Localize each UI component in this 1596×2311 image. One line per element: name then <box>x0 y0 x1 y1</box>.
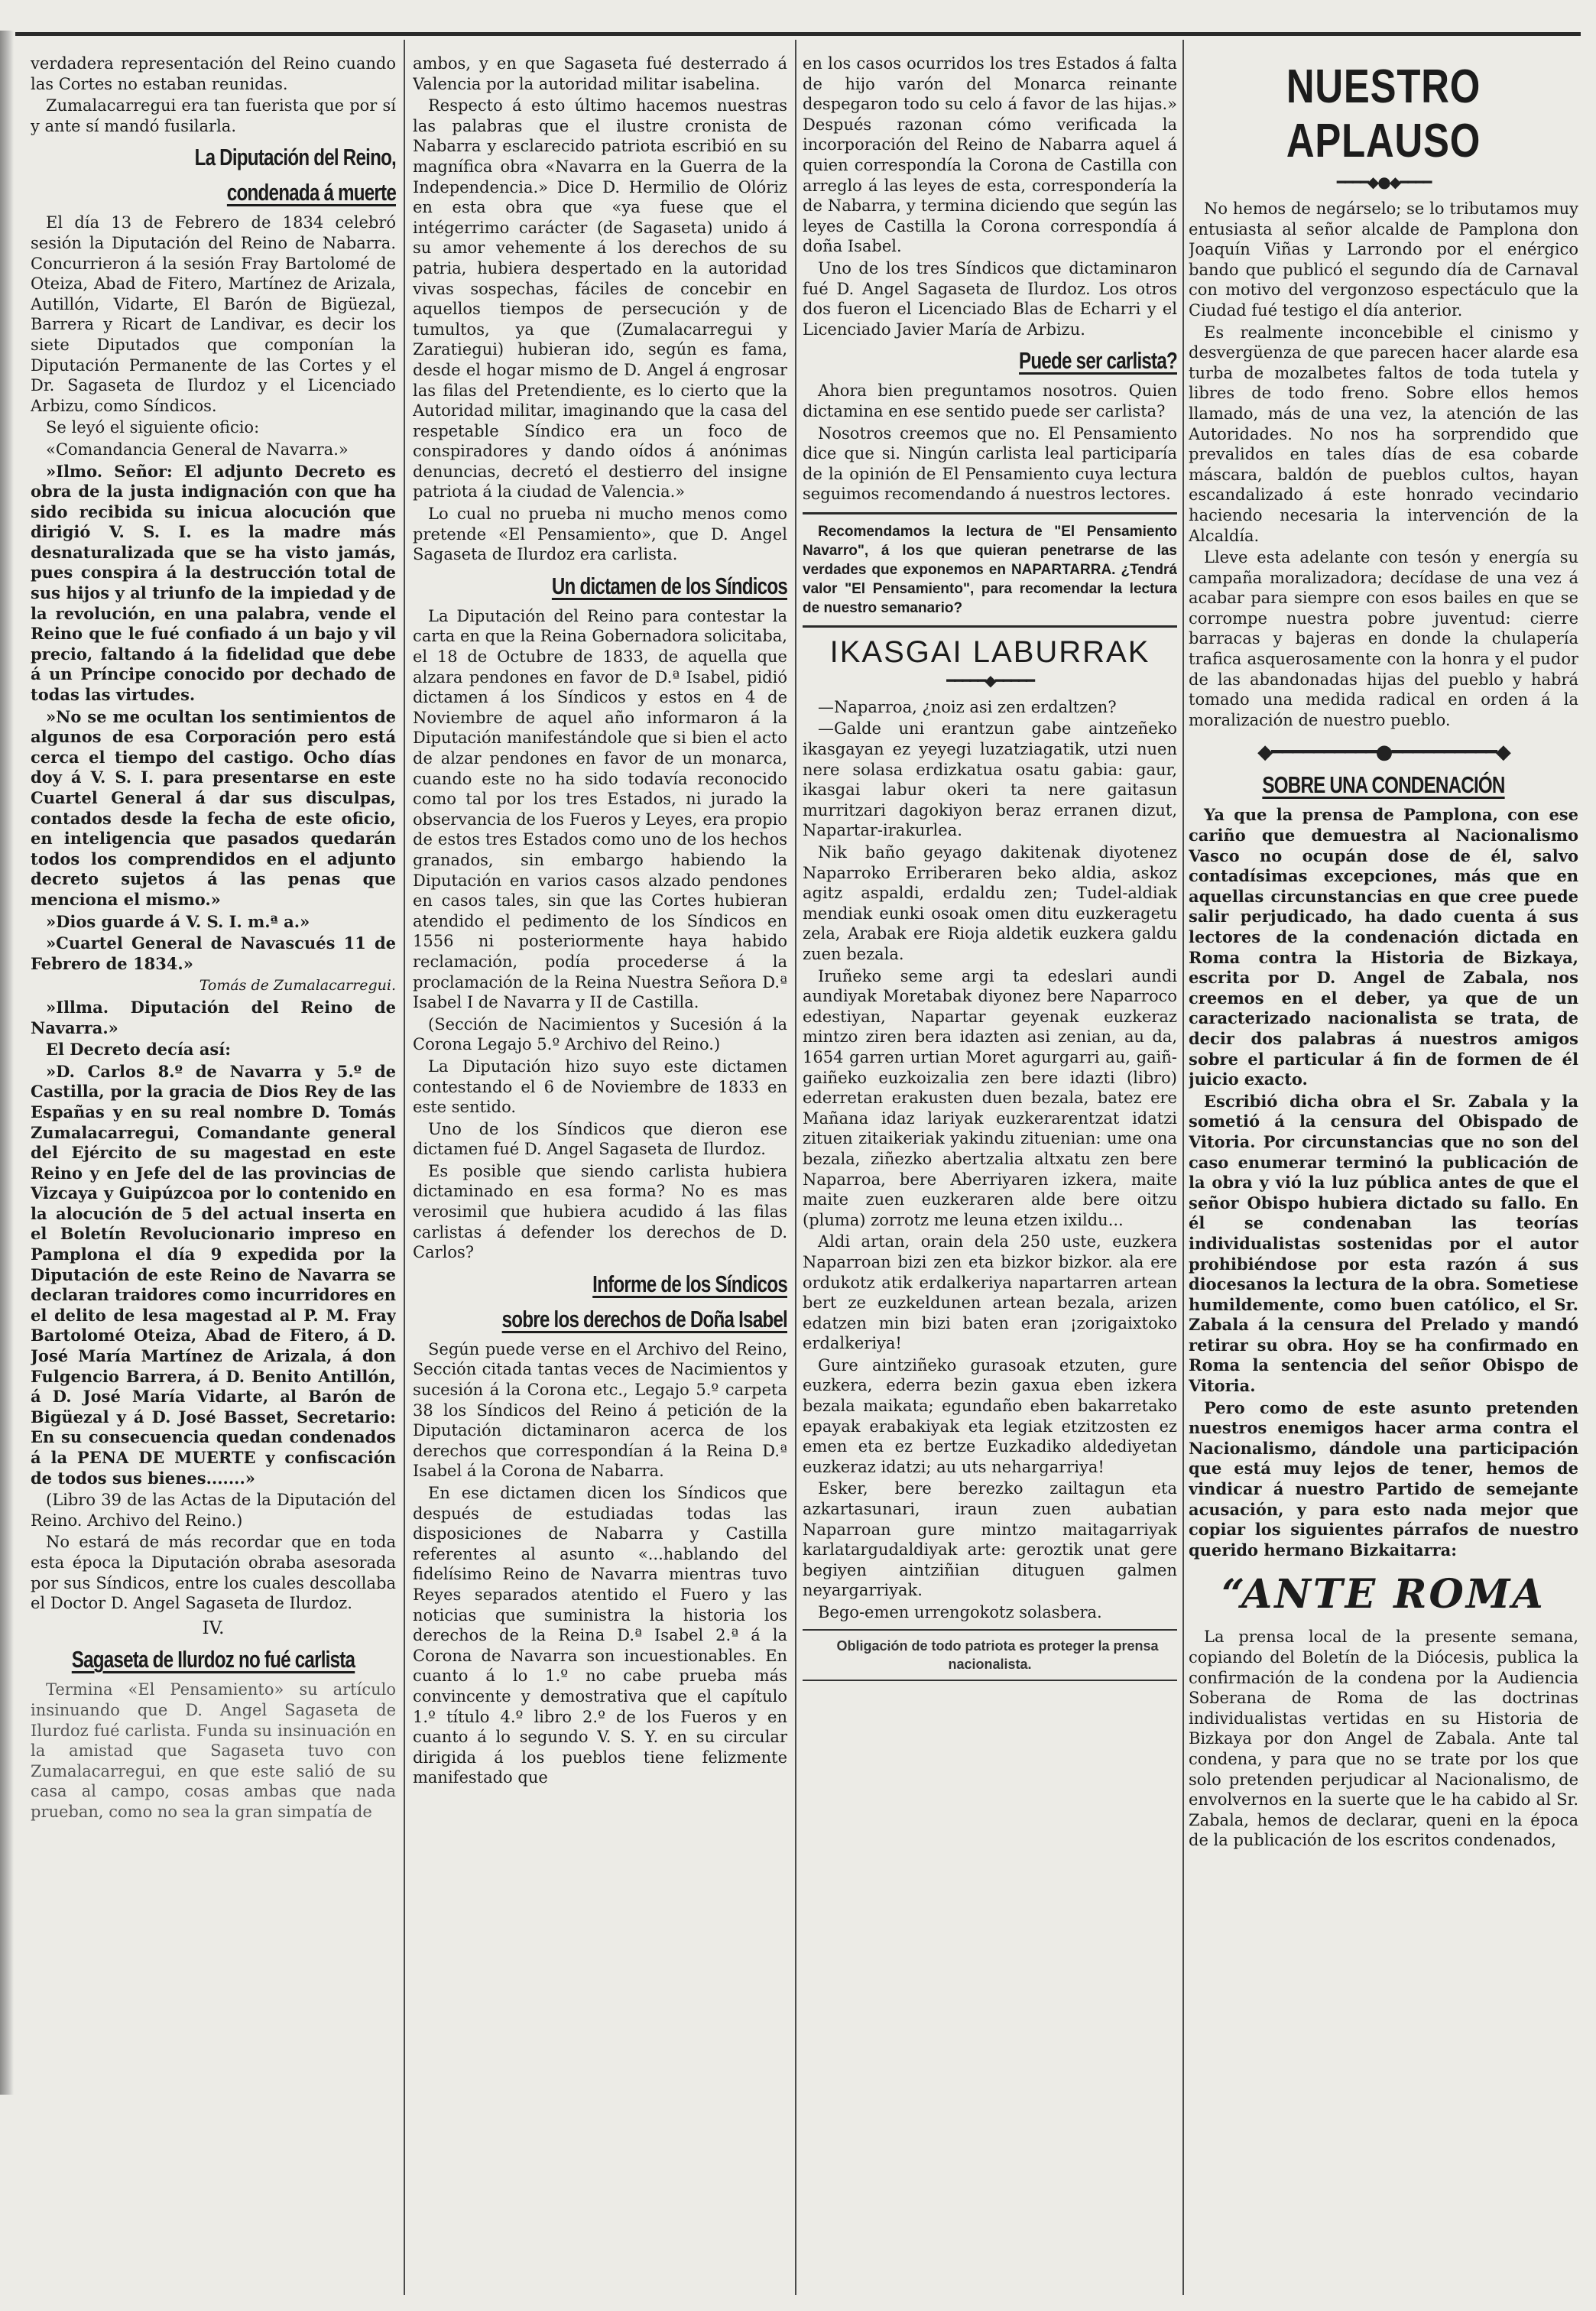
section-number: IV. <box>202 1618 225 1638</box>
paragraph: La prensa local de la presente semana, copiando del Boletín de la Diócesis, publica la confirmación de la condena por la Audiencia Soberana de Roma de las doctrinas individualistas vertidas en su Historia de Bizkaya por don Angel de Zabala. Ante tal condena, y para que no se trate por los que solo pretenden perjudicar al Nacionalismo, de envolvernos en la suerte que le ha cabido al Sr. Zabala, hemos de declarar, queni en la época de la publicación de los escritos condenados, <box>1189 1628 1578 1850</box>
headline-sagaseta: Sagaseta de Ilurdoz no fué carlista <box>71 1646 355 1673</box>
column-1 <box>31 54 396 2297</box>
headline-ante-roma: “ANTE ROMA <box>1221 1571 1546 1618</box>
headline-carlista: Puede ser carlista? <box>1019 347 1177 375</box>
paragraph: verdadera representación del Reino cuando las Cortes no estaban reunidas. <box>31 54 396 93</box>
paragraph: Es realmente inconcebible el cinismo y desvergüenza de que parecen hacer alarde esa turba de mozalbetes faltos de toda tutela y libres de todo freno. Sobre ellos hemos llamado, más de una vez, la atención de las Autoridades. No nos ha sorprendido que prevalidos en tales días de esa cobarde máscara, baldón de pueblos cultos, hayan escandalizado á este honrado vecindario haciendo necesaria la intervención de la Alcaldía. <box>1189 323 1578 545</box>
paragraph: Esker, bere berezko zailtagun eta azkartasunari, iraun zuen aubatian Naparroan gure mintzo maitagarriyak karlatargudaldiyak arte: geroztik unat gere begiyen aintziñian dituguen galmen neyargarriyak. <box>803 1479 1177 1600</box>
headline-aplauso: NUESTRO APLAUSO <box>1286 60 1481 167</box>
paragraph: Pero como de este asunto pretenden nuestros enemigos hacer arma contra el Nacionalismo, dándole una participación que está muy lejos de tener, hemos de vindicar á nuestro Partido de semejante acusación, y para esto nada mejor que copiar los siguientes párrafos de nuestro querido hermano Bizkaitarra: <box>1189 1397 1578 1560</box>
notice-obligacion: Obligación de todo patriota es proteger la prensa nacionalista. <box>836 1637 1159 1672</box>
paragraph: Ya que la prensa de Pamplona, con ese cariño que demuestra al Nacionalismo Vasco no ocupán dose de él, salvo contadísimas excepciones, más que en aquellas circunstancias en que cree puede salir perjudicado, ha dado cuenta á sus lectores de la condenación dictada en Roma contra la Historia de Bizkaya, escrita por D. Angel de Zabala, nos creemos en el deber, ya que de un caracterizado nacionalista se trata, de decir dos palabras á nuestros amigos sobre el particular á fin de formen de él juicio exacto. <box>1189 805 1578 1089</box>
page-top-rule <box>15 32 1581 36</box>
paragraph: Nik baño geyago dakitenak diyotenez Naparroko Erriberaren beko aldia, askoz agitz aspaldi, erdaldu zen; Tudel-aldiak mendiak eunki osoak omen ditu euzkeragetu zela, Arabak ere Rioja aldetik euzkera galdu zuen bezala. <box>803 843 1177 963</box>
paragraph: La Diputación hizo suyo este dictamen contestando el 6 de Noviembre de 1833 en este sentido. <box>413 1057 787 1117</box>
paragraph: La Diputación del Reino para contestar la carta en que la Reina Gobernadora solicitaba, el 18 de Octubre de 1833, de aquella que alzara pendones en favor de D.ª Isabel, pidió dictamen á los Síndicos y estos en 4 de Noviembre de aquel año informaron á la Diputación manifestándole que si bien el acto de alzar pendones en favor de un monarca, cuando este no ha sido todavía reconocido como tal por los tres Estados, ni jurado la observancia de los Fueros y Leyes, era propio de estos tres Estados como uno de los hechos granados, sin embargo habiendo la Diputación en varios casos alzado pendones en casos tales, sin que las Cortes hubieran atendido el pedimento de los Síndicos en 1556 ni posteriormente haya habido reclamación, podía procederse á la proclamación de la Reina Nuestra Señora D.ª Isabel I de Navarra y II de Castilla. <box>413 606 787 1012</box>
paragraph: —Naparroa, ¿noiz asi zen erdaltzen? <box>818 697 1117 716</box>
paragraph: »Dios guarde á V. S. I. m.ª a.» <box>46 911 310 931</box>
divider <box>803 1680 1177 1681</box>
paragraph: No estará de más recordar que en toda esta época la Diputación obraba asesorada por sus Síndicos, entre los cuales descollaba el Doctor D. Angel Sagaseta de Ilurdoz. <box>31 1533 396 1613</box>
ornament-divider: ━━━━◆●◆━━━━ <box>1336 173 1431 191</box>
headline-derechos: sobre los derechos de Doña Isabel <box>501 1305 787 1332</box>
paragraph: ambos, y en que Sagaseta fué desterrado á Valencia por la autoridad militar isabelina. <box>413 54 787 93</box>
headline-diputacion: La Diputación del Reino, <box>194 144 396 171</box>
paragraph: Uno de los tres Síndicos que dictaminaron fué D. Angel Sagaseta de Ilurdoz. Los otros dos fueron el Licenciado Blas de Echarri y el Licenciado Javier María de Arbizu. <box>803 258 1177 339</box>
paragraph: Aldi artan, orain dela 250 uste, euzkera Naparroan bizi zen eta bizkor bizkor. ala ere ordukotz atik erdalkeriya napartarren artean bert ze euzkeldunen artean bezala, arizen edatzen min bizi baten eran ¡zorigaixtoko erdalkeriya! <box>803 1232 1177 1353</box>
headline-ikasgai: IKASGAI LABURRAK <box>829 635 1150 669</box>
divider <box>803 512 1177 514</box>
divider <box>803 1629 1177 1631</box>
column-2 <box>413 54 787 2297</box>
paragraph: (Libro 39 de las Actas de la Diputación del Reino. Archivo del Reino.) <box>31 1491 396 1530</box>
headline-condenada: condenada á muerte <box>226 179 396 206</box>
paragraph: Lleve esta adelante con tesón y energía su campaña moralizadora; decídase de una vez á acabar para siempre con esos bailes en que se corrompe nuestra pobre juventud: cierre barracas y bajeras en donde la chulapería trafica asquerosamente con la honra y el pudor de las abandonadas hijas del pueblo y habrá tomado una medida radical en orden á la moralización de nuestro pueblo. <box>1189 548 1578 729</box>
column-rule <box>795 40 796 2295</box>
paragraph: Escribió dicha obra el Sr. Zabala y la sometió á la censura del Obispado de Vitoria. Por circunstancias que no son del caso enumerar terminó la publicación de la obra y vió la luz pública antes de que el señor Obispo hubiera dictado su fallo. En él se condenaban las teorías individualistas sostenidas por el autor prohibiéndose por esta razón á sus diocesanos la lectura de la obra. Sometiese humildemente, como buen católico, el Sr. Zabala á la censura del Prelado y mandó retirar su obra. Hoy se ha confirmado en Roma la sentencia del señor Obispo de Vitoria. <box>1189 1091 1578 1396</box>
paragraph: Nosotros creemos que no. El Pensamiento dice que si. Ningún carlista leal participaría de la opinión de El Pensamiento cuya lectura seguimos recomendando á nuestros lectores. <box>803 424 1177 504</box>
paragraph: El Decreto decía así: <box>46 1040 231 1060</box>
paragraph: Gure aintziñeko gurasoak etzuten, gure euzkera, ederra bezin gaxua eben izkera bezala maikata; egundaño eben bakarretako epayak erabakiyak eta legiak etzitzosten ez emen eta ez bertze Euzkadiko aldediyetan euzkeraz idatzi; au uts nehargarriya! <box>803 1355 1177 1476</box>
paragraph: Zumalacarregui era tan fuerista que por sí y ante sí mandó fusilarla. <box>31 96 396 135</box>
paragraph: Lo cual no prueba ni mucho menos como pretende «El Pensamiento», que D. Angel Sagaseta de Ilurdoz era carlista. <box>413 505 787 564</box>
paragraph: Respecto á esto último hacemos nuestras las palabras que el ilustre cronista de Nabarra y esclarecido patriota escribió en su magnífica obra «Navarra en la Guerra de la Independencia.» Dice D. Hermilio de Olóriz en esta obra que «ya fuese que el intégerrimo carácter (de Sagaseta) unido á su amor vehemente á los derechos de su patria, hubiera despertado en la autoridad vivas sospechas, fáciles de concebir en aquellos tiempos de persecución y de tumultos, ya que (Zumalacarregui y Zaratiegui) hubieran ido, según es fama, desde el hogar mismo de D. Angel á engrosar las filas del Pretendiente, es lo cierto que la Autoridad militar, imaginando que la casa del respetable Síndico era un foco de conspiradores y dando oídos á anónimas denuncias, decretó el destierro del insigne patriota á la ciudad de Valencia.» <box>413 96 787 501</box>
paragraph: —Galde uni erantzun gabe aintzeñeko ikasgayan ez yeyegi luzatziagatik, utzi nuen nere solasa erdizkatua osatu gabia: gaur, ikasgai labur okeri ta nere gaitasun murritzari dagokiyon beraz erranen dizut, Napartar-irakurlea. <box>803 719 1177 840</box>
paragraph: »Illma. Diputación del Reino de Navarra.» <box>31 997 396 1037</box>
ornament-divider: ━━━━━◆━━━━━ <box>946 670 1033 690</box>
paragraph: Iruñeko seme argi ta edeslari aundi aundiyak Moretabak diyonez bere Naparroco edestiyan, Napartar geyenak euzkeraz mintzo ziren bera idazten asi zenian, au da, 1654 garren urtian Moret agurgarri au, gaiñ-gaiñeko euzkoizalia zen bere idazti (libro) ederretan erakusten duen bezala, batez ere Mañana idaz lariyak euzkerarentzat idatzi zituen zitaikeriak yakindu zituenian: ume ona bezala, ziñezko abertzalia altxatu zen bere Naparroa, bere Aberriyaren izkera, maite maite zuen euzkeraren alde bere oitzu (pluma) zorrotz me leuna etzen ixildu... <box>803 966 1177 1229</box>
paragraph: »No se me ocultan los sentimientos de algunos de esa Corporación pero está cerca el tiempo del castigo. Ocho días doy á V. S. I. para presentarse en este Cuartel General á dar sus disculpas, contados desde la fecha de este oficio, en inteligencia que pasados quedarán todos los comprendidos en el adjunto decreto sujetos á las penas que menciona el mismo.» <box>31 706 396 909</box>
column-4 <box>1189 54 1578 2297</box>
ornament-divider: ◆━━━━━━━━━━●━━━━━━━━━━◆ <box>1257 741 1510 764</box>
headline-condenacion: SOBRE UNA CONDENACIÓN <box>1262 771 1505 799</box>
page-binding-edge <box>0 31 14 2095</box>
divider <box>803 625 1177 628</box>
signature: Tomás de Zumalacarregui. <box>199 977 396 995</box>
paragraph: »Cuartel General de Navascués 11 de Febrero de 1834.» <box>31 933 396 973</box>
paragraph: «Comandancia General de Navarra.» <box>46 440 349 459</box>
paragraph: Se leyó el siguiente oficio: <box>46 418 260 437</box>
headline-informe: Informe de los Síndicos <box>592 1270 787 1297</box>
column-3 <box>803 54 1177 2297</box>
paragraph: (Sección de Nacimientos y Sucesión á la Corona Legajo 5.º Archivo del Reino.) <box>413 1014 787 1054</box>
paragraph: Termina «El Pensamiento» su artículo insinuando que D. Angel Sagaseta de Ilurdoz fué carlista. Funda su insinuación en la amistad que Sagaseta tuvo con Zumalacarregui, en que este salió de su casa al campo, cosas ambas que nada prueban, como no sea la gran simpatía de <box>31 1680 396 1821</box>
paragraph: en los casos ocurridos los tres Estados á falta de hijo varón del Monarca reinante despegaron todo su celo á favor de las hijas.» Después razonan cómo verificada la incorporación del Reino de Nabarra aquel á quien correspondía la Corona de Castilla con arreglo á las leyes de esta, correspondería la de Nabarra, y termina diciendo que según las leyes de Castilla la Corona correspondía á doña Isabel. <box>803 54 1177 256</box>
paragraph: El día 13 de Febrero de 1834 celebró sesión la Diputación del Reino de Nabarra. Concurrieron á la sesión Fray Bartolomé de Oteiza, Abad de Fitero, Martínez de Arizala, Autillón, Vidarte, El Barón de Bigüezal, Barrera y Ricart de Landivar, es decir los siete Diputados que componían la Diputación Permanente de las Cortes y el Dr. Sagaseta de Ilurdoz y el Licenciado Arbizu, como Síndicos. <box>31 213 396 415</box>
paragraph: »D. Carlos 8.º de Navarra y 5.º de Castilla, por la gracia de Dios Rey de las Españas y en su real nombre D. Tomás Zumalacarregui, Comandante general del Ejército de su magestad en este Reino y en Jefe del de las provincias de Vizcaya y Guipúzcoa por lo contenido en la alocución de 5 del actual inserta en el Boletín Revolucionario impreso en Pamplona el día 9 expedida por la Diputación de este Reino de Navarra se declaran traidores como incurridores en el delito de lesa magestad al P. M. Fray Bartolomé Oteiza, Abad de Fitero, á D. José María Martínez de Arizala, á don Fulgencio Barrera, á D. Benito Antillón, á D. José María Vidarte, al Barón de Bigüezal y á D. José Basset, Secretario: En su consecuencia quedan condenados á la PENA DE MUERTE y confiscación de todos sus bienes.......» <box>31 1061 396 1488</box>
headline-dictamen: Un dictamen de los Síndicos <box>551 572 787 599</box>
paragraph: »Ilmo. Señor: El adjunto Decreto es obra de la justa indignación con que ha sido recibida su inicua alocución que dirigió V. S. I. es la madre más desnaturalizada que se ha visto jamás, pues conspira á la destrucción total de sus hijos y al triunfo de la impiedad y de la revolución, en una palabra, vende el Reino que le fué confiado á un bajo y vil precio, faltando á la fidelidad que debe á un Príncipe conocido por dechado de todas las virtudes. <box>31 461 396 705</box>
paragraph: Es posible que siendo carlista hubiera dictaminado en esa forma? No es mas verosimil que hubiera acudido á las filas carlistas á defender los derechos de D. Carlos? <box>413 1161 787 1262</box>
paragraph: No hemos de negárselo; se lo tributamos muy entusiasta al señor alcalde de Pamplona don Joaquín Viñas y Larrondo por el enérgico bando que publicó el segundo día de Carnaval con motivo del vergonzoso espectáculo que la Ciudad fué testigo el día anterior. <box>1189 200 1578 320</box>
paragraph: Bego-emen urrengokotz solasbera. <box>818 1603 1102 1621</box>
column-rule <box>404 40 405 2295</box>
paragraph: Ahora bien preguntamos nosotros. Quien dictamina en ese sentido puede ser carlista? <box>803 381 1177 420</box>
notice-recomendamos: Recomendamos la lectura de "El Pensamiento Navarro", á los que quieran penetrarse de las verdades que exponemos en NAPARTARRA. ¿Tendrá valor "El Pensamiento", para recomendar la lectura de nuestro semanario? <box>803 523 1177 616</box>
paragraph: En ese dictamen dicen los Síndicos que después de estudiadas todas las disposiciones de Nabarra y Castilla referentes al asunto «...hablando del fidelísimo Reino de Navarra mientras tuvo Reyes separados atentido el Fuero y las noticias que suministra la historia los derechos de la Reina D.ª Isabel 2.ª á la Corona de Navarra son incuestionables. En cuanto á lo 1.º no cabe prueba más convincente y demostrativa que el capítulo 1.º título 4.º libro 2.º de los Fueros y en cuanto á lo segundo V. S. Y. en su circular dirigida á los pueblos tiene felizmente manifestado que <box>413 1484 787 1787</box>
column-rule <box>1182 40 1184 2295</box>
paragraph: Uno de los Síndicos que dieron ese dictamen fué D. Angel Sagaseta de Ilurdoz. <box>413 1119 787 1159</box>
paragraph: Según puede verse en el Archivo del Reino, Sección citada tantas veces de Nacimientos y sucesión á la Corona etc., Legajo 5.º carpeta 38 los Síndicos del Reino á petición de la Diputación dictaminaron acerca de los derechos que correspondían á la Reina D.ª Isabel á la Corona de Nabarra. <box>413 1339 787 1481</box>
